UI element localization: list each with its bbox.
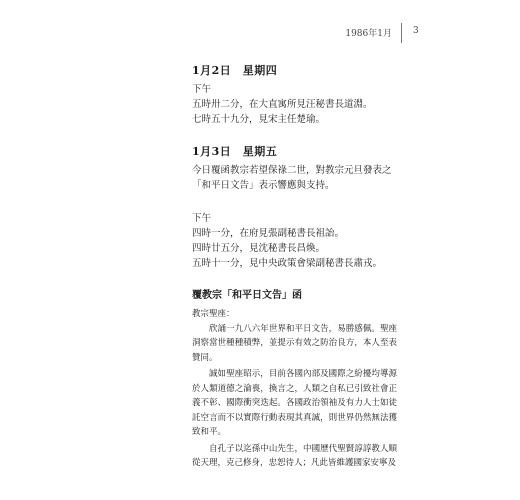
entry-line: 五時卅二分，在大直寓所見汪秘書長道淵。 (192, 99, 373, 110)
entry-line: 下午 (192, 84, 212, 95)
entry-paragraph: 今日覆函教宗若望保祿二世，對教宗元旦發表之「和平日文告」表示響應與支持。 (192, 165, 392, 191)
entry-line: 四時一分，在府見張副秘書長祖詒。 (192, 228, 345, 239)
spacer (192, 271, 412, 289)
header-divider (401, 23, 402, 43)
spacer (192, 127, 412, 145)
letter-title: 覆教宗「和平日文告」函 (192, 290, 302, 301)
letter-paragraph: 自孔子以迄孫中山先生，中國歷代聖賢諄諄教人順從天理，克己修身，忠恕待人；凡此皆維護國家安寧及 (192, 443, 397, 468)
entry-date-heading: 1月3日 星期五 (192, 145, 278, 158)
letter-section (192, 289, 412, 471)
header-date: 1986年1月 (345, 29, 392, 39)
entry-line: 五時十一分，見中央政策會梁副秘書長肅戎。 (192, 258, 383, 269)
diary-entry-jan-2 (192, 64, 412, 127)
entry-date-heading: 1月2日 星期四 (192, 64, 278, 77)
letter-paragraph: 欣誦一九八六年世界和平日文告，易勝感佩。聖座洞察當世種種積弊，並提示有效之防治良方，本人至表贊同。 (192, 323, 397, 363)
page-number: 3 (413, 26, 419, 36)
spacer (192, 193, 412, 211)
entry-line: 四時廿五分，見沈秘書長昌煥。 (192, 243, 326, 254)
letter-salutation: 教宗聖座： (192, 309, 235, 319)
page-header (0, 26, 520, 42)
diary-entry-jan-3 (192, 145, 412, 271)
diary-content (192, 64, 412, 471)
entry-line: 七時五十九分，見宋主任楚瑜。 (192, 114, 326, 125)
letter-paragraph: 誠如聖座昭示，目前各國內部及國際之紛擾均導源於人類道德之淪喪，換言之，人類之自私已引致社會正義不彰、國際衝突迭起。各國政治領袖及有力人士如徒託空言而不以實際行動表現其真誠，則世界仍然無法獲致和平。 (192, 369, 397, 437)
entry-line: 下午 (192, 213, 212, 224)
